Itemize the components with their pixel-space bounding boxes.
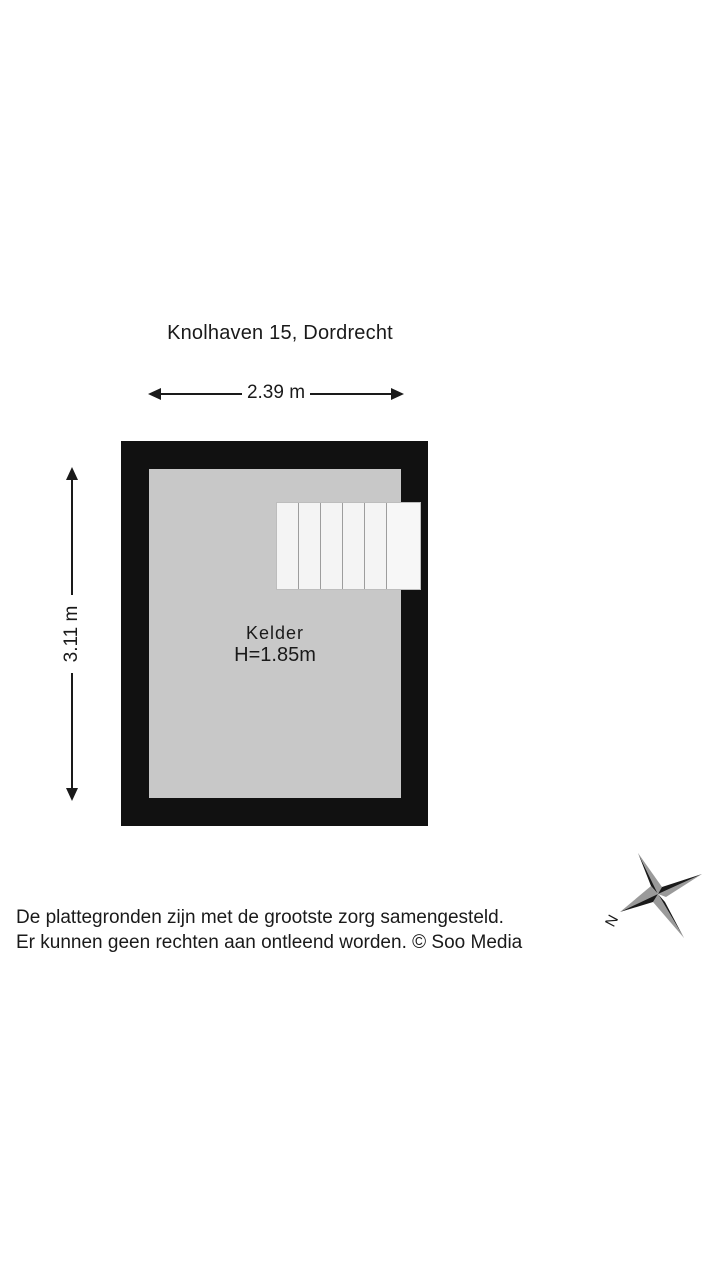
staircase xyxy=(276,502,421,590)
height-label: 3.11 m xyxy=(61,605,82,663)
stair-step xyxy=(299,503,321,589)
stair-step xyxy=(387,503,420,589)
compass-north-label: N xyxy=(602,912,623,930)
compass-points xyxy=(620,853,702,938)
stair-step xyxy=(343,503,365,589)
height-dimension xyxy=(58,467,86,801)
stair-step xyxy=(365,503,387,589)
dimension-line xyxy=(71,479,73,595)
disclaimer-line: Er kunnen geen rechten aan ontleend worden. © Soo Media xyxy=(16,932,523,953)
dimension-line xyxy=(71,673,73,789)
arrow-right-icon xyxy=(391,388,404,400)
width-label: 2.39 m xyxy=(246,382,306,403)
disclaimer-line: De plattegronden zijn met de grootste zorg samengesteld. xyxy=(16,907,504,928)
room-height: H=1.85m xyxy=(234,644,316,666)
dimension-line xyxy=(310,393,392,395)
compass-rose-icon xyxy=(596,848,708,944)
floorplan-title: Knolhaven 15, Dordrecht xyxy=(167,322,393,344)
disclaimer xyxy=(16,905,522,955)
stair-step xyxy=(277,503,299,589)
stair-step xyxy=(321,503,343,589)
room-name: Kelder xyxy=(245,623,305,643)
arrow-down-icon xyxy=(66,788,78,801)
width-dimension xyxy=(148,380,404,408)
